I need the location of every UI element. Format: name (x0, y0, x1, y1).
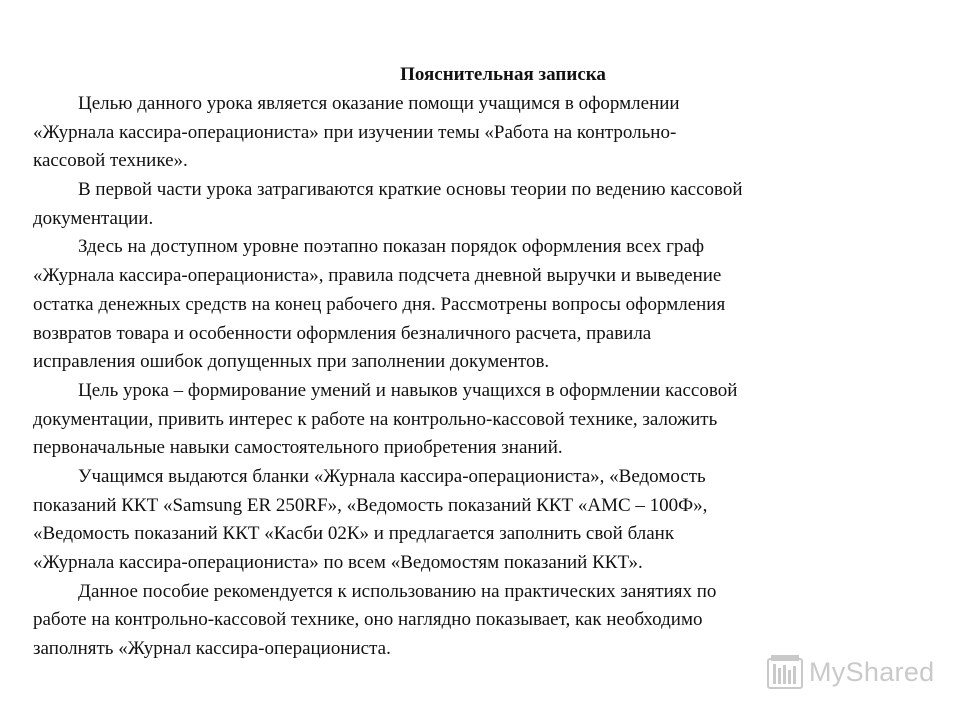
paragraph-3-line-3: остатка денежных средств на конец рабочего дня. Рассмотрены вопросы оформления (33, 293, 726, 315)
paragraph-5-line-4: «Журнала кассира-операциониста» по всем «Ведомостям показаний ККТ». (33, 552, 643, 573)
paragraph-3-line-2: «Журнала кассира-операциониста», правила подсчета дневной выручки и выведение (33, 265, 722, 287)
paragraph-2-line-2: документации. (33, 207, 154, 229)
paragraph-5-line-2: показаний ККТ «Samsung ER 250RF», «Ведомость показаний ККТ «АМС – 100Ф», (33, 494, 708, 516)
document-title: Пояснительная записка (400, 64, 606, 85)
paragraph-3-line-4: возвратов товара и особенности оформления безналичного расчета, правила (33, 322, 652, 344)
watermark-text: MyShared (809, 656, 935, 687)
paragraph-1-line-2: «Журнала кассира-операциониста» при изучении темы «Работа на контрольно- (33, 121, 677, 143)
paragraph-5-line-1: Учащимся выдаются бланки «Журнала кассира-операциониста», «Ведомость (78, 465, 706, 487)
paragraph-3-line-5: исправления ошибок допущенных при заполнении документов. (33, 351, 550, 373)
paragraph-4-line-3: первоначальные навыки самостоятельного приобретения знаний. (33, 437, 563, 459)
paragraph-6-line-2: работе на контрольно-кассовой технике, оно наглядно показывает, как необходимо (33, 609, 703, 631)
myshared-watermark (767, 654, 934, 690)
paragraph-6-line-1: Данное пособие рекомендуется к использованию на практических занятиях по (78, 580, 717, 602)
myshared-logo-icon (767, 655, 803, 689)
paragraph-2-line-1: В первой части урока затрагиваются краткие основы теории по ведению кассовой (78, 179, 743, 201)
document-body (33, 90, 933, 664)
paragraph-4-line-1: Цель урока – формирование умений и навыков учащихся в оформлении кассовой (78, 379, 738, 401)
paragraph-4-line-2: документации, привить интерес к работе на контрольно-кассовой технике, заложить (33, 408, 718, 430)
paragraph-1-line-1: Целью данного урока является оказание помощи учащимся в оформлении (78, 93, 680, 114)
paragraph-5-line-3: «Ведомость показаний ККТ «Касби 02К» и предлагается заполнить свой бланк (33, 523, 675, 545)
paragraph-6-line-3: заполнять «Журнал кассира-операциониста. (33, 638, 391, 660)
paragraph-3-line-1: Здесь на доступном уровне поэтапно показан порядок оформления всех граф (78, 236, 705, 258)
paragraph-1-line-3: кассовой технике». (33, 150, 188, 172)
